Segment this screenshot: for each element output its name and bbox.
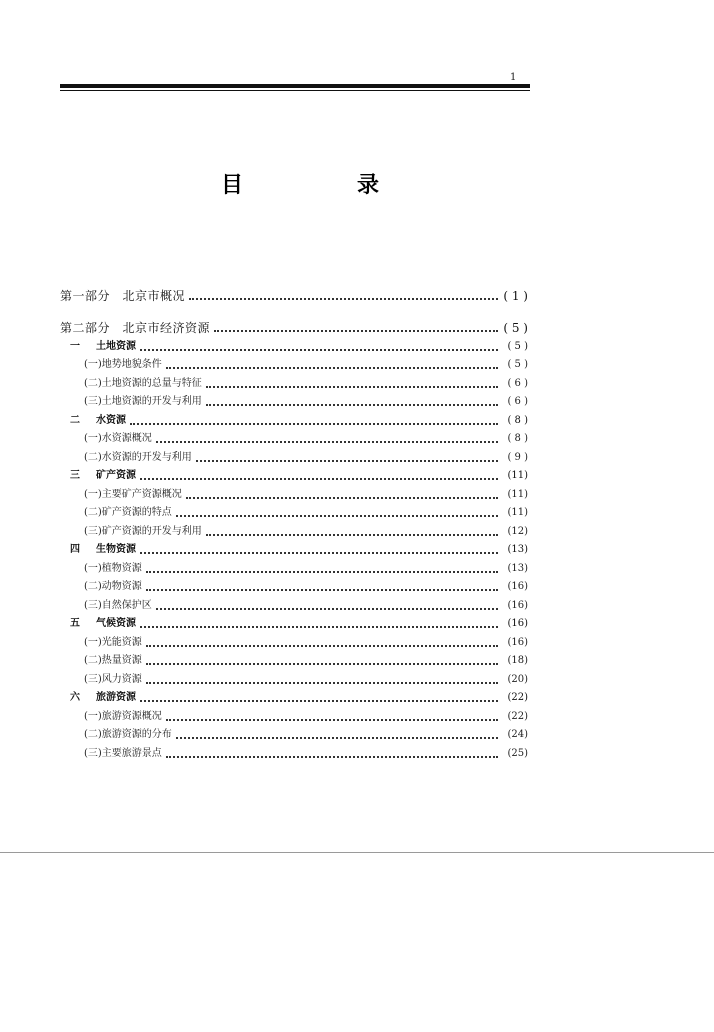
toc-section-number: 六 [70,692,80,703]
toc-page-number: (16) [507,599,528,611]
toc-entry-part[interactable] [60,273,528,305]
toc-page-number: (25) [507,747,528,759]
toc-dot-leader [206,402,498,406]
toc-page-number: (16) [507,618,528,629]
toc-dot-leader [146,661,498,665]
toc-dot-leader [206,384,498,388]
toc-section-number: 五 [70,618,80,629]
toc-page-number: (18) [507,655,528,666]
toc-page-number: (22) [507,710,528,722]
toc-entry-sec[interactable] [60,411,528,430]
toc-label: (二)旅游资源的分布 [84,729,172,740]
toc-label: 旅游资源 [96,692,136,703]
toc-label: (一)旅游资源概况 [84,710,162,722]
toc-page-number: (20) [507,673,528,685]
toc-dot-leader [146,569,498,573]
toc-entry-sub[interactable] [60,633,528,652]
toc-page-number: (11) [507,488,528,500]
toc-page-number: (22) [507,692,528,703]
page-number: 1 [510,72,517,83]
toc-label: (二)土地资源的总量与特征 [84,377,202,389]
toc-dot-leader [186,495,498,499]
toc-label: 生物资源 [96,544,136,555]
toc-dot-leader [156,606,498,610]
toc-entry-sec[interactable] [60,337,528,356]
toc-page-number: (16) [507,636,528,648]
toc-section-number: 一 [70,340,80,352]
toc-entry-sec[interactable] [60,689,528,708]
toc-dot-leader [130,421,498,425]
toc-dot-leader [140,476,498,480]
toc-dot-leader [156,439,498,443]
toc-label: (二)矿产资源的特点 [84,507,172,518]
toc-page-number: (13) [507,562,528,574]
toc-entry-sub[interactable] [60,374,528,393]
toc-page-number: ( 6 ) [507,377,528,389]
toc-entry-sub[interactable] [60,578,528,597]
toc-dot-leader [214,328,498,332]
toc-entry-sub[interactable] [60,707,528,726]
toc-page-number: ( 5 ) [507,359,528,370]
toc-entry-sec[interactable] [60,467,528,486]
toc-label: (一)光能资源 [84,636,142,648]
toc-page-number: (11) [507,507,528,518]
toc-label: 气候资源 [96,618,136,629]
toc-label: (二)动物资源 [84,581,142,592]
toc-dot-leader [140,698,498,702]
toc-dot-leader [166,754,498,758]
footer-rule [0,852,714,853]
toc-label: 矿产资源 [96,470,136,481]
toc-dot-leader [146,643,498,647]
toc-label: (一)地势地貌条件 [84,359,162,370]
toc-entry-sub[interactable] [60,652,528,671]
toc-entry-sub[interactable] [60,485,528,504]
toc-dot-leader [140,624,498,628]
toc-entry-sub[interactable] [60,670,528,689]
toc-page-number: (16) [507,581,528,592]
toc-section-number: 四 [70,544,80,555]
toc-dot-leader [146,587,498,591]
toc-label: (一)主要矿产资源概况 [84,488,182,500]
toc-label: (三)风力资源 [84,673,142,685]
toc-page-number: ( 1 ) [503,289,528,303]
toc-entry-sec[interactable] [60,615,528,634]
toc-page-number: ( 8 ) [507,414,528,426]
toc-label: (二)水资源的开发与利用 [84,451,192,463]
toc-entry-sub[interactable] [60,430,528,449]
toc-label: 土地资源 [96,340,136,352]
toc-entry-sub[interactable] [60,504,528,523]
toc-dot-leader [206,532,498,536]
toc-dot-leader [146,680,498,684]
toc-label: (三)土地资源的开发与利用 [84,396,202,407]
toc-label: (一)水资源概况 [84,433,152,444]
toc-page-number: ( 8 ) [507,433,528,444]
toc-page-number: ( 5 ) [507,340,528,352]
toc-page-number: (12) [507,525,528,537]
toc-dot-leader [189,296,498,300]
toc-entry-sub[interactable] [60,726,528,745]
toc-label: 第二部分 北京市经济资源 [60,321,211,335]
toc-dot-leader [166,365,498,369]
toc-entry-sec[interactable] [60,541,528,560]
toc-label: 水资源 [96,414,126,426]
toc-page-number: ( 5 ) [503,321,528,335]
toc-entry-sub[interactable] [60,559,528,578]
toc-entry-sub[interactable] [60,448,528,467]
toc-entry-part[interactable] [60,305,528,337]
toc-section-number: 三 [70,470,80,481]
toc-label: (二)热量资源 [84,655,142,666]
toc-label: (三)主要旅游景点 [84,747,162,759]
toc-label: (一)植物资源 [84,562,142,574]
toc-entry-sub[interactable] [60,522,528,541]
header-rule-thick [60,84,530,88]
toc-label: (三)自然保护区 [84,599,152,611]
toc-page-number: (13) [507,544,528,555]
toc-label: 第一部分 北京市概况 [60,289,186,303]
toc-dot-leader [176,735,498,739]
toc-entry-sub[interactable] [60,596,528,615]
toc-section-number: 二 [70,414,80,426]
toc-entry-sub[interactable] [60,356,528,375]
toc-dot-leader [166,717,498,721]
table-of-contents [60,273,528,763]
toc-page-number: ( 6 ) [507,396,528,407]
toc-page-number: ( 9 ) [507,451,528,463]
toc-label: (三)矿产资源的开发与利用 [84,525,202,537]
toc-page-number: (11) [507,470,528,481]
toc-dot-leader [140,347,498,351]
toc-dot-leader [140,550,498,554]
toc-entry-sub[interactable] [60,744,528,763]
toc-page-number: (24) [507,729,528,740]
toc-dot-leader [176,513,498,517]
toc-dot-leader [196,458,498,462]
header-rule-thin [60,90,530,91]
toc-entry-sub[interactable] [60,393,528,412]
page-title: 目 录 [220,172,425,198]
